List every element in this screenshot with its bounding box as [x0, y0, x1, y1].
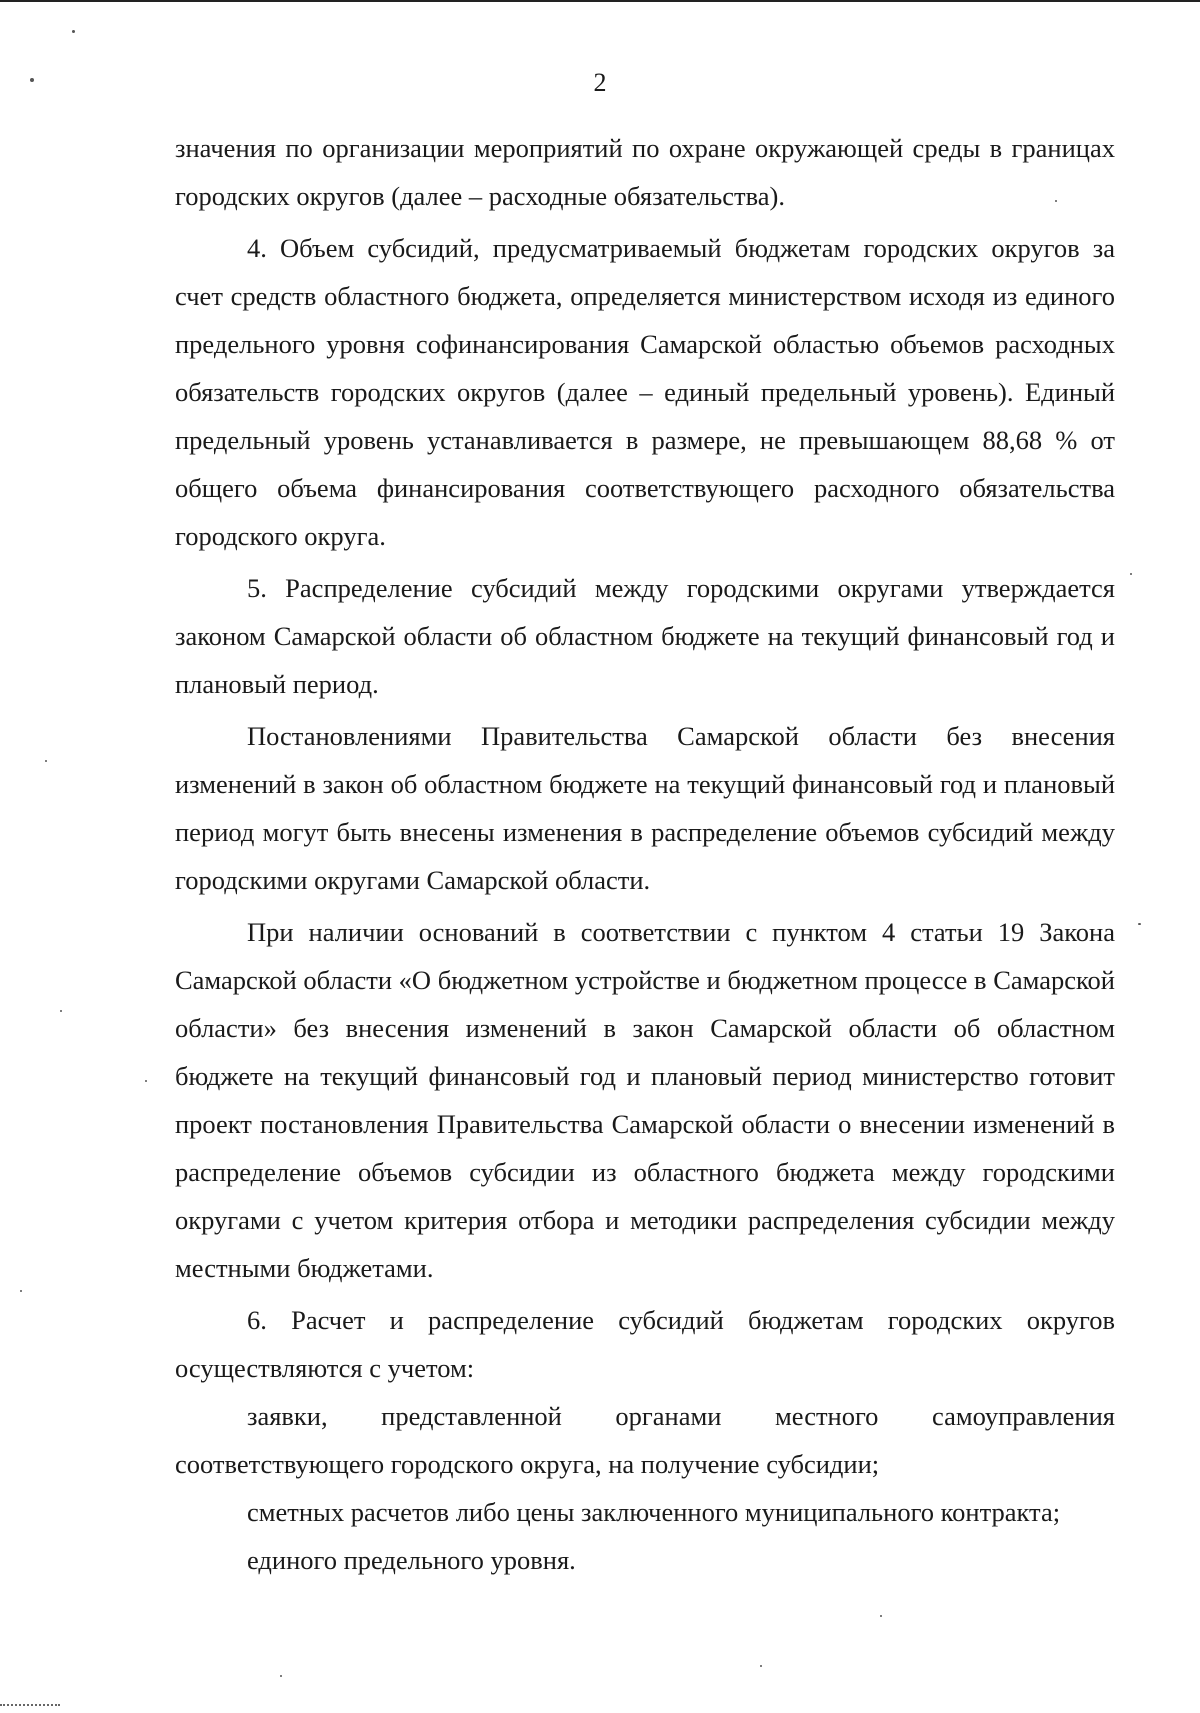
- paragraph-item-6: 6. Расчет и распределение субсидий бюджетам городских округов осуществляются с учетом:: [175, 1305, 1115, 1383]
- list-item-limit-level: единого предельного уровня.: [247, 1545, 576, 1575]
- scan-speck: [45, 760, 47, 762]
- paragraph-item-4: 4. Объем субсидий, предусматриваемый бюджетам городских округов за счет средств областного бюджета, определяется министерством исходя из единого предельного уровня софинансирования Самарской областью объемов расходных обязательств городских округов (далее – единый предельный уровень). Единый предельный уровень устанавливается в размере, не превышающем 88,68 % от общего объема финансирования соответствующего расходного обязательства городского округа.: [175, 233, 1115, 551]
- page-number: 2: [593, 68, 607, 97]
- paragraph-item-5: 5. Распределение субсидий между городскими округами утверждается законом Самарской области об областном бюджете на текущий финансовый год и плановый период.: [175, 573, 1115, 699]
- scan-speck: [1055, 200, 1057, 202]
- scan-speck: [1130, 573, 1132, 575]
- scan-speck: [760, 1665, 762, 1667]
- document-body: [175, 124, 1115, 1584]
- paragraph-grounds: При наличии оснований в соответствии с пунктом 4 статьи 19 Закона Самарской области «О бюджетном устройстве и бюджетном процессе в Самарской области» без внесения изменений в закон Самарской области об областном бюджете на текущий финансовый год и плановый период министерство готовит проект постановления Правительства Самарской области о внесении изменений в распределение объемов субсидии из областного бюджета между городскими округами с учетом критерия отбора и методики распределения субсидии между местными бюджетами.: [175, 917, 1115, 1283]
- page-top-border: [0, 0, 1200, 2]
- scan-speck: [280, 1675, 282, 1677]
- paragraph-continuation: значения по организации мероприятий по охране окружающей среды в границах городских округов (далее – расходные обязательства).: [175, 133, 1115, 211]
- scan-speck: [1138, 923, 1141, 925]
- scan-speck: [30, 78, 34, 82]
- scan-speck: [60, 1010, 62, 1012]
- paragraph-government-decrees: Постановлениями Правительства Самарской области без внесения изменений в закон об областном бюджете на текущий финансовый год и плановый период могут быть внесены изменения в распределение объемов субсидий между городскими округами Самарской области.: [175, 721, 1115, 895]
- list-item-application: заявки, представленной органами местного самоуправления соответствующего городского округа, на получение субсидии;: [175, 1401, 1115, 1479]
- scan-speck: [20, 1290, 22, 1292]
- scan-speck: [145, 1080, 147, 1082]
- list-item-estimates: сметных расчетов либо цены заключенного муниципального контракта;: [247, 1497, 1061, 1527]
- scan-speck: [880, 1615, 882, 1617]
- scan-speck: [72, 30, 75, 33]
- scan-edge-mark: [0, 1704, 60, 1708]
